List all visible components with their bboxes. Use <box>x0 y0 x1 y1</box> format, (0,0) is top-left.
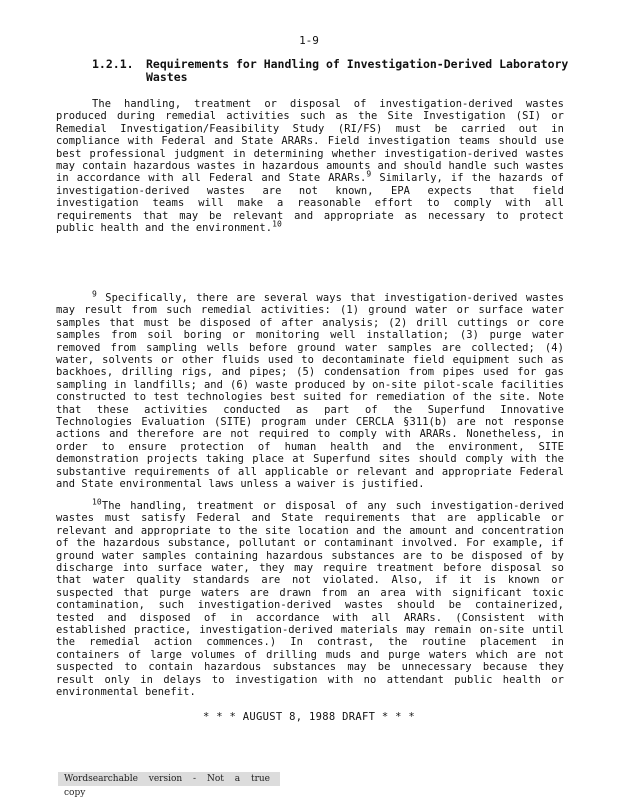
footnote-ref-10: 10 <box>272 219 282 229</box>
section-title: Requirements for Handling of Investigation-Derived Laboratory Wastes <box>146 57 569 84</box>
footnote-9-mark: 9 <box>92 289 97 299</box>
page-number: 1-9 <box>299 34 319 47</box>
footnote-10-mark: 10 <box>92 497 102 507</box>
footnote-10-text: The handling, treatment or disposal of any such investigation-derived wastes must satisfy Federal and State requirements that are applicable or relevant and appropriate to the site location and the amount and concentration of the hazardous substance, pollutant or contaminant involved. For example, if ground water samples containing hazardous substances are to be disposed of by discharge into surface water, they may require treatment before disposal so that water quality standards are not violated. Also, if it is known or suspected that purge waters are drawn from an area with significant toxic contamination, such investigation-derived wastes should be containerized, tested and disposed of in accordance with all ARARs. (Consistent with established practice, investigation-derived materials may remain on-site until the remedial action commences.) In contrast, the routine placement in containers of large volumes of drilling muds and purge waters which are not suspected to contain hazardous substances may be unnecessary because they result only in delays to investigation with no attendant public health or environmental benefit. <box>56 500 564 699</box>
main-paragraph <box>56 98 564 234</box>
footnote-ref-9: 9 <box>366 169 372 179</box>
section-number: 1.2.1. <box>92 57 134 71</box>
wordsearchable-stamp: Wordsearchable version - Not a true copy <box>58 772 280 786</box>
footnote-9-text: Specifically, there are several ways that investigation-derived wastes may result from such remedial activities: (1) ground water or surface water samples that must be disposed of after analysis; (2) drill cuttings or core samples from soil boring or monitoring well installation; (3) purge water removed from sampling wells before ground water samples are collected; (4) water, solvents or other fluids used to decontaminate field equipment such as backhoes, drilling rigs, and pipes; (5) condensation from pipes used for gas sampling in landfills; and (6) waste produced by on-site pilot-scale facilities constructed to test technologies best suited for remediation of the site. Note that these activities conducted as part of the Superfund Innovative Technologies Evaluation (SITE) program under CERCLA §311(b) are not response actions and therefore are not required to comply with ARARs. Nonetheless, in order to ensure protection of human health and the environment, SITE demonstration projects taking place at Superfund sites should comply with the substantive requirements of all applicable or relevant and appropriate Federal and State environmental laws unless a waiver is justified. <box>56 292 564 491</box>
footnote-10 <box>56 497 564 699</box>
draft-footer: * * * AUGUST 8, 1988 DRAFT * * * <box>203 711 415 723</box>
main-paragraph-text: The handling, treatment or disposal of investigation-derived wastes produced during remedial activities such as the Site Investigation (SI) or Remedial Investigation/Feasibility Study (RI/FS) must be carried out in compliance with Federal and State ARARs. Field investigation teams should use best professional judgment in determining whether investigation-derived wastes may contain hazardous wastes in hazardous amounts and should handle such wastes in accordance with all Federal and State ARARs. <box>56 98 564 185</box>
main-paragraph-text-cont: Similarly, if the hazards of investigation-derived wastes are not known, EPA expects that field investigation teams will make a reasonable effort to comply with all requirements that may be relevant and appropriate as necessary to protect public health and the environment. <box>56 172 564 235</box>
footnote-9 <box>56 289 564 491</box>
